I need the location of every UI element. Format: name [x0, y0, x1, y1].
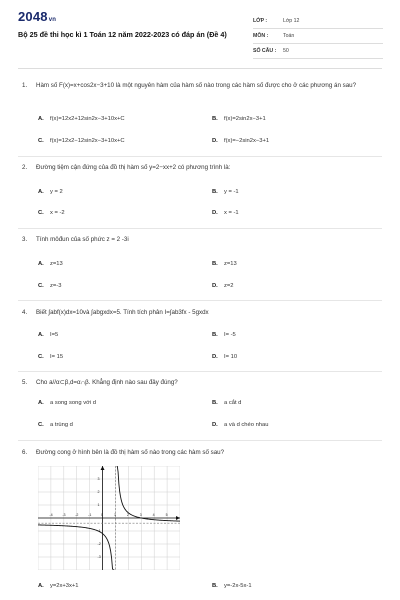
question-stem — [22, 449, 366, 458]
x-tick-label: -4 — [49, 513, 53, 517]
question-stem — [22, 236, 366, 245]
option-letter: A. — [38, 116, 44, 122]
y-tick-label: -2 — [97, 542, 101, 547]
option-letter: B. — [212, 116, 218, 122]
option-text: y = 2 — [50, 189, 63, 195]
meta-label: LỚP : — [253, 18, 268, 24]
answer-option[interactable] — [212, 354, 237, 360]
answer-option[interactable] — [38, 261, 63, 267]
meta-label: SỐ CÂU : — [253, 48, 277, 54]
option-text: a trùng d — [50, 422, 73, 428]
x-tick-label: 2 — [126, 513, 129, 517]
option-text: a và d chéo nhau — [224, 422, 269, 428]
y-tick-label: 1 — [97, 503, 100, 508]
answer-option[interactable] — [212, 400, 241, 406]
question-stem — [22, 309, 366, 318]
question-separator — [18, 371, 382, 372]
x-tick-label: -2 — [75, 513, 79, 517]
answer-option[interactable] — [38, 583, 79, 589]
option-text: z=2 — [224, 283, 234, 289]
answer-option[interactable] — [38, 332, 58, 338]
logo-suffix: vn — [48, 17, 57, 23]
y-tick-label: -1 — [97, 529, 101, 534]
question-text: Hàm số F(x)=x+cos2x−3+10 là một nguyên hàm của hàm số nào trong các hàm số được cho ở các phương án sau? — [36, 82, 357, 89]
y-tick-label: 3 — [97, 477, 100, 482]
option-letter: C. — [38, 422, 44, 428]
option-letter: A. — [38, 332, 44, 338]
option-text: f(x)=12x2+12sin2x−3+10x+C — [50, 116, 125, 122]
question-text: Tính môđun của số phức z = 2 -3i — [36, 236, 129, 243]
exam-title: Bộ 25 đề thi học kì 1 Toán 12 năm 2022-2023 có đáp án (Đề 4) — [18, 30, 227, 39]
x-tick-label: 5 — [165, 513, 168, 517]
question-stem — [22, 379, 366, 388]
option-text: y=-2x-5x-1 — [224, 583, 252, 589]
curve-left-branch — [38, 525, 114, 570]
option-text: y = -1 — [224, 189, 239, 195]
question-separator — [18, 228, 382, 229]
answer-option[interactable] — [212, 261, 237, 267]
question-separator — [18, 300, 382, 301]
option-letter: A. — [38, 583, 44, 589]
option-letter: D. — [212, 283, 218, 289]
answer-option[interactable] — [212, 138, 269, 144]
answer-option[interactable] — [212, 332, 236, 338]
question-text: Đường cong ở hình bên là đồ thị hàm số nào trong các hàm số sau? — [36, 449, 225, 456]
meta-row-class — [253, 14, 383, 29]
question-number: 2. — [22, 164, 28, 171]
question-separator — [18, 156, 382, 157]
x-tick-label: 4 — [152, 513, 155, 517]
option-letter: B. — [212, 332, 218, 338]
option-letter: C. — [38, 210, 44, 216]
meta-row-subject — [253, 29, 383, 44]
option-text: f(x)=12x2−12sin2x−3+10x+C — [50, 138, 125, 144]
question-text: Biết ∫abf(x)dx=10và ∫abgxdx=5. Tính tích phân I=∫ab3fx - 5gxdx — [36, 309, 209, 316]
answer-option[interactable] — [38, 422, 73, 428]
option-letter: D. — [212, 422, 218, 428]
option-letter: B. — [212, 583, 218, 589]
answer-option[interactable] — [38, 189, 63, 195]
meta-value: Toán — [283, 33, 295, 39]
option-letter: C. — [38, 138, 44, 144]
option-text: f(x)=−2sin2x−3+1 — [224, 138, 270, 144]
meta-value: 50 — [283, 48, 289, 54]
question-number: 4. — [22, 309, 28, 316]
question-number: 3. — [22, 236, 28, 243]
meta-row-count — [253, 44, 383, 59]
option-letter: C. — [38, 354, 44, 360]
option-letter: D. — [212, 210, 218, 216]
y-tick-label: 2 — [97, 490, 100, 495]
answer-option[interactable] — [212, 422, 268, 428]
option-letter: B. — [212, 261, 218, 267]
option-text: I= 15 — [50, 354, 64, 360]
option-letter: B. — [212, 400, 218, 406]
question-text: Đường tiệm cận đứng của đồ thị hàm số y=2−xx+2 có phương trình là: — [36, 164, 231, 171]
option-text: z=13 — [224, 261, 237, 267]
question-separator — [18, 440, 382, 441]
option-letter: D. — [212, 354, 218, 360]
answer-option[interactable] — [38, 210, 65, 216]
y-tick-label: -3 — [97, 555, 101, 560]
option-letter: C. — [38, 283, 44, 289]
meta-value: Lớp 12 — [283, 18, 300, 24]
header-divider — [18, 68, 382, 69]
logo-text: 2048 — [18, 9, 48, 24]
option-text: I= -5 — [224, 332, 236, 338]
option-letter: B. — [212, 189, 218, 195]
question-text: Cho a//α⊂β,d=α∩β. Khẳng định nào sau đây đúng? — [36, 379, 178, 386]
option-text: f(x)=2sin2x−3+1 — [224, 116, 266, 122]
option-letter: A. — [38, 400, 44, 406]
option-text: x = -1 — [224, 210, 239, 216]
y-axis-arrow — [101, 466, 105, 470]
function-graph — [38, 466, 180, 570]
option-text: I= 10 — [224, 354, 238, 360]
answer-option[interactable] — [212, 189, 239, 195]
answer-option[interactable] — [38, 116, 125, 122]
option-text: I=5 — [50, 332, 59, 338]
option-letter: A. — [38, 189, 44, 195]
question-number: 6. — [22, 449, 28, 456]
exam-meta — [253, 14, 383, 59]
answer-option[interactable] — [212, 583, 252, 589]
x-tick-label: 3 — [139, 513, 142, 517]
answer-option[interactable] — [38, 283, 61, 289]
site-logo[interactable] — [18, 9, 56, 24]
question-stem — [22, 164, 366, 173]
x-axis-arrow — [176, 516, 180, 520]
x-tick-label: -1 — [88, 513, 92, 517]
answer-option[interactable] — [38, 354, 63, 360]
x-tick-label: 1 — [113, 513, 116, 517]
option-letter: A. — [38, 261, 44, 267]
x-tick-label: -3 — [62, 513, 66, 517]
answer-option[interactable] — [212, 116, 266, 122]
option-text: a cắt d — [224, 400, 242, 406]
option-text: z=13 — [50, 261, 63, 267]
answer-option[interactable] — [38, 138, 125, 144]
answer-option[interactable] — [212, 210, 239, 216]
question-stem — [22, 82, 366, 91]
option-text: y=2x+3x+1 — [50, 583, 79, 589]
question-number: 1. — [22, 82, 28, 89]
answer-option[interactable] — [212, 283, 234, 289]
option-text: z=-3 — [50, 283, 62, 289]
option-text: x = -2 — [50, 210, 65, 216]
option-letter: D. — [212, 138, 218, 144]
option-text: a song song với d — [50, 400, 97, 406]
meta-label: MÔN : — [253, 33, 269, 39]
answer-option[interactable] — [38, 400, 96, 406]
x-tick-label: 0 — [101, 513, 104, 517]
question-number: 5. — [22, 379, 28, 386]
